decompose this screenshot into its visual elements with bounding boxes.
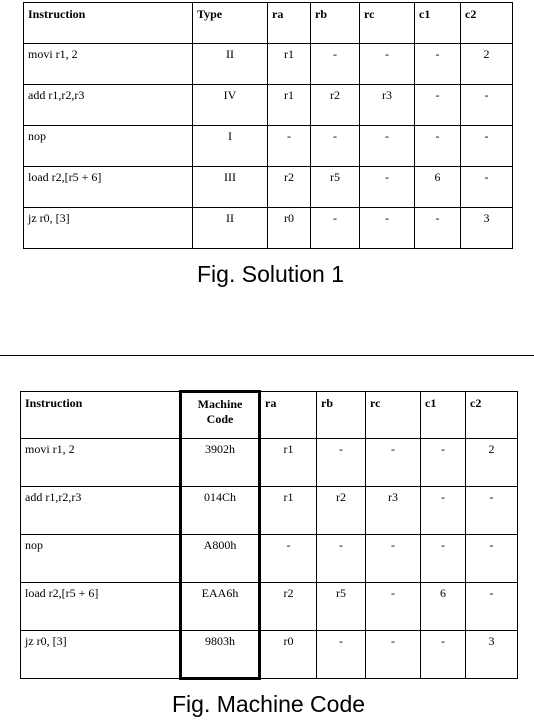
cell-ra: - <box>260 535 317 583</box>
cell-rb: r2 <box>317 487 366 535</box>
cell-rc: - <box>366 631 421 679</box>
cell-machine-code: A800h <box>181 535 260 583</box>
cell-ra: r0 <box>260 631 317 679</box>
cell-machine-code: EAA6h <box>181 583 260 631</box>
table-header-row <box>21 392 518 439</box>
cell-c2: - <box>461 167 513 208</box>
table-row <box>21 535 518 583</box>
cell-c1: - <box>421 631 466 679</box>
cell-c2: - <box>461 126 513 167</box>
header-rc: rc <box>366 392 421 439</box>
header-type: Type <box>193 3 268 44</box>
cell-rb: r5 <box>311 167 360 208</box>
table-header-row <box>24 3 513 44</box>
cell-ra: r1 <box>260 439 317 487</box>
cell-ra: r1 <box>268 44 311 85</box>
header-ra: ra <box>268 3 311 44</box>
header-c1: c1 <box>421 392 466 439</box>
cell-instruction: movi r1, 2 <box>24 44 193 85</box>
cell-c2: 3 <box>466 631 518 679</box>
cell-rb: - <box>311 44 360 85</box>
cell-rb: r5 <box>317 583 366 631</box>
cell-instruction: add r1,r2,r3 <box>24 85 193 126</box>
cell-c2: - <box>461 85 513 126</box>
cell-rb: - <box>311 208 360 249</box>
cell-ra: - <box>268 126 311 167</box>
cell-rc: - <box>360 44 415 85</box>
cell-rc: r3 <box>360 85 415 126</box>
cell-c1: - <box>421 487 466 535</box>
header-rc: rc <box>360 3 415 44</box>
figure-caption-solution: Fig. Solution 1 <box>197 261 345 287</box>
cell-rc: - <box>360 126 415 167</box>
cell-rb: - <box>317 631 366 679</box>
cell-c1: - <box>415 85 461 126</box>
table-row <box>21 439 518 487</box>
cell-instruction: nop <box>21 535 181 583</box>
cell-rb: r2 <box>311 85 360 126</box>
header-rb: rb <box>317 392 366 439</box>
figure-caption-machine-code: Fig. Machine Code <box>172 691 366 717</box>
cell-ra: r2 <box>268 167 311 208</box>
cell-c1: - <box>415 44 461 85</box>
header-instruction: Instruction <box>21 392 181 439</box>
cell-instruction: movi r1, 2 <box>21 439 181 487</box>
cell-ra: r1 <box>260 487 317 535</box>
cell-machine-code: 014Ch <box>181 487 260 535</box>
cell-type: I <box>193 126 268 167</box>
cell-c2: - <box>466 487 518 535</box>
cell-instruction: add r1,r2,r3 <box>21 487 181 535</box>
cell-rb: - <box>317 535 366 583</box>
cell-rc: - <box>360 167 415 208</box>
cell-instruction: nop <box>24 126 193 167</box>
cell-c1: - <box>421 535 466 583</box>
header-c2: c2 <box>461 3 513 44</box>
header-c1: c1 <box>415 3 461 44</box>
cell-rc: - <box>366 535 421 583</box>
cell-rc: - <box>366 439 421 487</box>
cell-instruction: jz r0, [3] <box>21 631 181 679</box>
cell-rb: - <box>311 126 360 167</box>
cell-type: IV <box>193 85 268 126</box>
cell-rc: - <box>366 583 421 631</box>
cell-c1: 6 <box>421 583 466 631</box>
cell-type: II <box>193 44 268 85</box>
cell-rb: - <box>317 439 366 487</box>
cell-c1: - <box>421 439 466 487</box>
header-rb: rb <box>311 3 360 44</box>
cell-type: II <box>193 208 268 249</box>
table-row <box>21 487 518 535</box>
table-row <box>24 85 513 126</box>
header-c2: c2 <box>466 392 518 439</box>
cell-c1: - <box>415 126 461 167</box>
cell-instruction: load r2,[r5 + 6] <box>24 167 193 208</box>
cell-ra: r0 <box>268 208 311 249</box>
cell-rc: - <box>360 208 415 249</box>
cell-machine-code: 9803h <box>181 631 260 679</box>
table-row <box>24 208 513 249</box>
header-machine-code: Machine Code <box>181 392 260 439</box>
cell-c2: 2 <box>466 439 518 487</box>
table-row <box>24 167 513 208</box>
solution-table <box>23 2 513 249</box>
horizontal-divider <box>0 355 534 356</box>
table-row <box>21 583 518 631</box>
cell-machine-code: 3902h <box>181 439 260 487</box>
cell-type: III <box>193 167 268 208</box>
cell-instruction: jz r0, [3] <box>24 208 193 249</box>
cell-ra: r2 <box>260 583 317 631</box>
cell-c2: - <box>466 583 518 631</box>
cell-c1: - <box>415 208 461 249</box>
header-instruction: Instruction <box>24 3 193 44</box>
cell-instruction: load r2,[r5 + 6] <box>21 583 181 631</box>
cell-c2: - <box>466 535 518 583</box>
table-row <box>21 631 518 679</box>
cell-rc: r3 <box>366 487 421 535</box>
cell-c2: 3 <box>461 208 513 249</box>
table-row <box>24 126 513 167</box>
table-row <box>24 44 513 85</box>
machine-code-table <box>20 390 518 680</box>
header-ra: ra <box>260 392 317 439</box>
cell-c1: 6 <box>415 167 461 208</box>
cell-c2: 2 <box>461 44 513 85</box>
cell-ra: r1 <box>268 85 311 126</box>
